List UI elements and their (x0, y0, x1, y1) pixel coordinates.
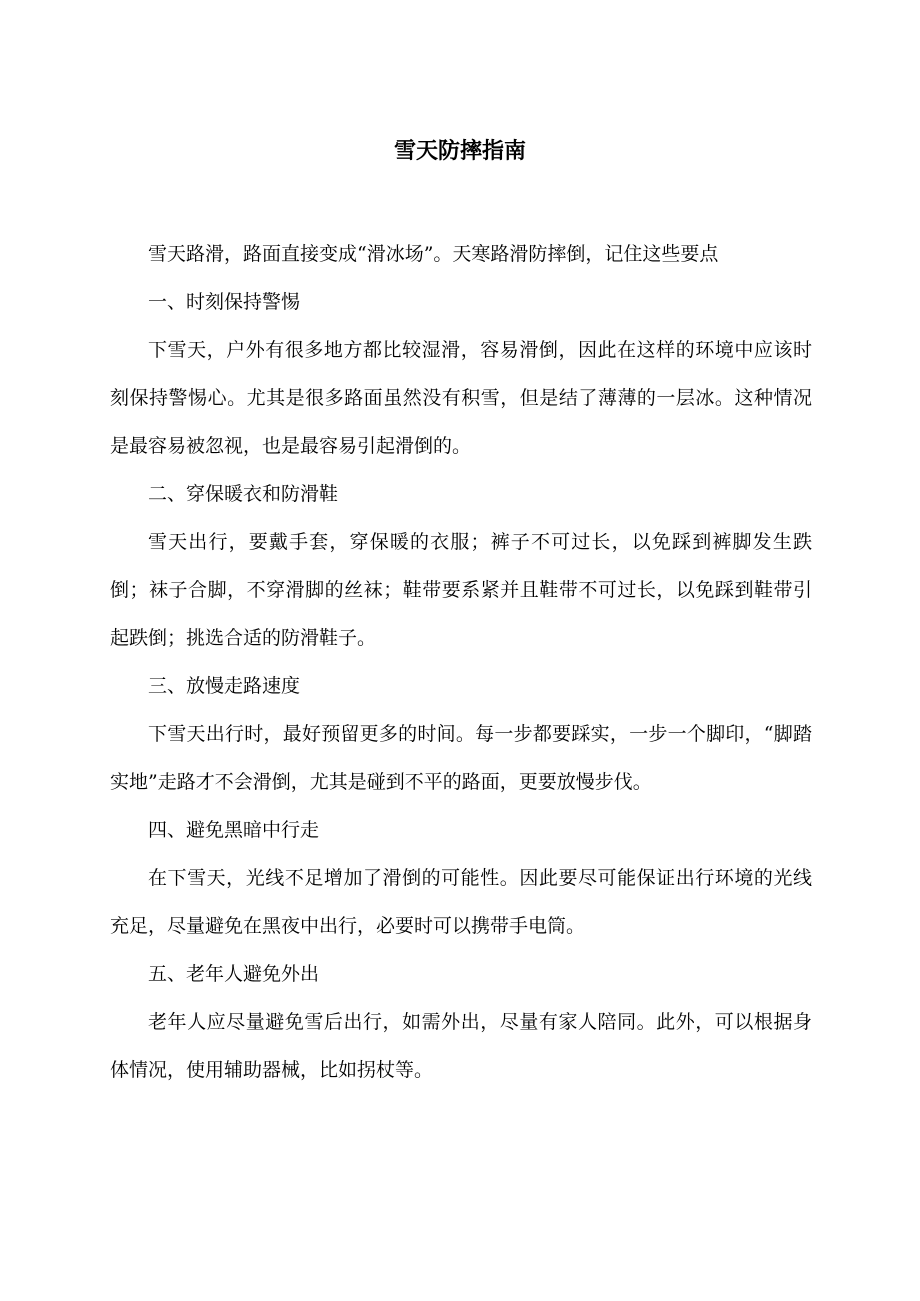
section-heading-4: 四、避免黑暗中行走 (148, 819, 320, 841)
document-title: 雪天防摔指南 (393, 139, 526, 164)
section-heading-5: 五、老年人避免外出 (148, 963, 320, 985)
section-heading-1: 一、时刻保持警惕 (148, 291, 301, 313)
document-body (110, 230, 812, 1094)
section-body-1: 下雪天，户外有很多地方都比较湿滑，容易滑倒，因此在这样的环境中应该时刻保持警惕心。尤其是很多路面虽然没有积雪，但是结了薄薄的一层冰。这种情况是最容易被忽视，也是最容易引起滑倒的。 (110, 339, 812, 457)
section-heading-3: 三、放慢走路速度 (148, 675, 301, 697)
section-body-5: 老年人应尽量避免雪后出行，如需外出，尽量有家人陪同。此外，可以根据身体情况，使用辅助器械，比如拐杖等。 (110, 1011, 812, 1081)
section-body-2: 雪天出行，要戴手套，穿保暖的衣服；裤子不可过长，以免踩到裤脚发生跌倒；袜子合脚，不穿滑脚的丝袜；鞋带要系紧并且鞋带不可过长，以免踩到鞋带引起跌倒；挑选合适的防滑鞋子。 (110, 531, 812, 649)
section-body-3: 下雪天出行时，最好预留更多的时间。每一步都要踩实，一步一个脚印，“脚踏实地”走路才不会滑倒，尤其是碰到不平的路面，更要放慢步伐。 (110, 723, 812, 793)
section-heading-2: 二、穿保暖衣和防滑鞋 (148, 483, 339, 505)
section-body-4: 在下雪天，光线不足增加了滑倒的可能性。因此要尽可能保证出行环境的光线充足，尽量避免在黑夜中出行，必要时可以携带手电筒。 (110, 867, 812, 937)
intro-paragraph: 雪天路滑，路面直接变成“滑冰场”。天寒路滑防摔倒，记住这些要点 (148, 243, 719, 265)
